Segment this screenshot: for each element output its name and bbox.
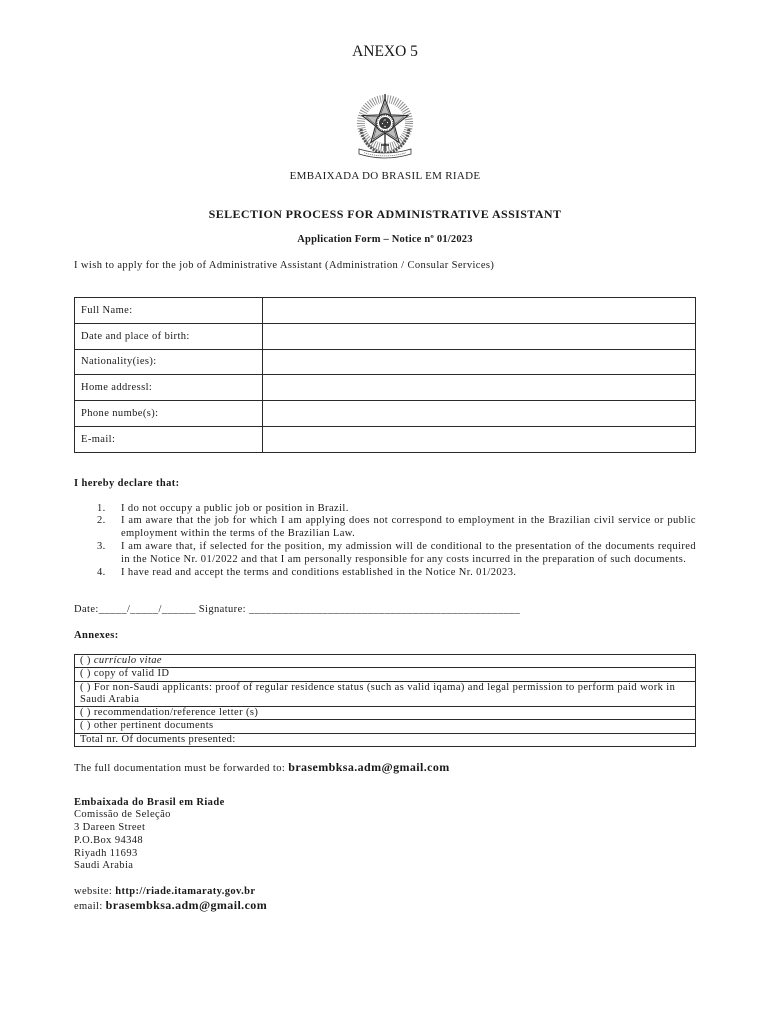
annex-label: recommendation/reference letter (s): [93, 707, 259, 719]
phone-number-field[interactable]: [263, 401, 695, 426]
list-item-number: 4.: [97, 566, 106, 578]
document-subtitle: Application Form – Notice nº 01/2023: [297, 234, 473, 245]
annex-row-residence: [75, 681, 695, 707]
address-line: Saudi Arabia: [74, 860, 134, 872]
annex-checkbox[interactable]: ( ): [80, 681, 91, 693]
email-link[interactable]: brasembksa.adm@gmail.com: [105, 897, 268, 912]
annex-checkbox[interactable]: ( ): [80, 720, 91, 732]
birth-date-place-label: Date and place of birth:: [75, 324, 263, 349]
list-item: [74, 503, 696, 516]
nationality-field[interactable]: [263, 350, 695, 375]
annex-total-label: Total nr. Of documents presented:: [80, 733, 236, 745]
table-row: [75, 323, 695, 349]
table-row: [75, 349, 695, 375]
address-embassy-name: Embaixada do Brasil em Riade: [74, 796, 225, 808]
home-address-field[interactable]: [263, 375, 695, 400]
table-row: [75, 374, 695, 400]
table-row: [75, 298, 695, 323]
list-item-text: I am aware that the job for which I am applying does not correspond to employment in the Brazilian civil service or public employment within the terms of the Brazilian Law.: [121, 515, 696, 540]
address-line: 3 Dareen Street: [74, 822, 146, 834]
table-row: [75, 426, 695, 452]
document-title: SELECTION PROCESS FOR ADMINISTRATIVE ASSISTANT: [208, 207, 562, 221]
list-item-number: 3.: [97, 540, 106, 552]
email-contact-label: email:: [74, 900, 103, 912]
table-row: [75, 400, 695, 426]
forwarding-email-link[interactable]: brasembksa.adm@gmail.com: [288, 760, 450, 774]
annex-row-id: [75, 667, 695, 680]
annexes-table: [74, 654, 696, 747]
annex-checkbox[interactable]: ( ): [80, 655, 91, 666]
annex-row-curriculum: [75, 655, 695, 667]
date-signature-line[interactable]: Date:_____/_____/______ Signature: ________________________________________________: [74, 603, 521, 615]
annex-label: For non-Saudi applicants: proof of regular residence status (such as valid iqama) and legal permission to perform paid work in Saudi Arabia: [80, 681, 676, 705]
annex-row-total: [75, 733, 695, 746]
address-line: P.O.Box 94348: [74, 834, 144, 846]
birth-date-place-field[interactable]: [263, 324, 695, 349]
embassy-name: EMBAIXADA DO BRASIL EM RIADE: [289, 170, 481, 182]
forwarding-instruction: [74, 760, 450, 776]
applicant-details-table: [74, 297, 696, 453]
declaration-list: [74, 503, 696, 580]
list-item-text: I am aware that, if selected for the position, my admission will de conditional to the presentation of the documents required in the Notice Nr. 01/2022 and that I am personally responsible for any costs incurred in the preparation of such documents.: [121, 540, 696, 565]
annex-checkbox[interactable]: ( ): [80, 668, 91, 680]
coat-of-arms-emblem: [354, 93, 416, 161]
nationality-label: Nationality(ies):: [75, 350, 263, 375]
list-item-number: 2.: [97, 515, 106, 527]
annexes-heading: Annexes:: [74, 630, 119, 641]
annex-label: currículo vitae: [93, 655, 162, 666]
application-intro-text: I wish to apply for the job of Administrative Assistant (Administration / Consular Services): [74, 260, 495, 271]
full-name-field[interactable]: [263, 298, 695, 323]
email-label: E-mail:: [75, 427, 263, 452]
forwarding-text: The full documentation must be forwarded to:: [74, 763, 286, 774]
full-name-label: Full Name:: [75, 298, 263, 323]
email-line: [74, 899, 267, 912]
list-item-number: 1.: [97, 502, 106, 514]
website-label: website:: [74, 886, 113, 898]
address-line: Riyadh 11693: [74, 847, 138, 859]
website-link[interactable]: http://riade.itamaraty.gov.br: [115, 886, 256, 898]
address-spacer: [74, 873, 267, 886]
list-item: [74, 515, 696, 541]
annex-label: copy of valid ID: [93, 668, 170, 680]
list-item: [74, 541, 696, 567]
list-item-text: I have read and accept the terms and conditions established in the Notice Nr. 01/2023.: [121, 566, 517, 578]
annex-label: other pertinent documents: [93, 720, 214, 732]
annex-row-other: [75, 719, 695, 732]
phone-number-label: Phone numbe(s):: [75, 401, 263, 426]
annex-checkbox[interactable]: ( ): [80, 707, 91, 719]
list-item: [74, 567, 696, 580]
annex-number-heading: ANEXO 5: [352, 43, 418, 60]
address-line: Comissão de Seleção: [74, 809, 171, 821]
email-field[interactable]: [263, 427, 695, 452]
annex-row-reference: [75, 706, 695, 719]
embassy-address-block: [74, 797, 267, 912]
declaration-heading: I hereby declare that:: [74, 478, 180, 489]
home-address-label: Home addressl:: [75, 375, 263, 400]
list-item-text: I do not occupy a public job or position in Brazil.: [121, 502, 349, 514]
